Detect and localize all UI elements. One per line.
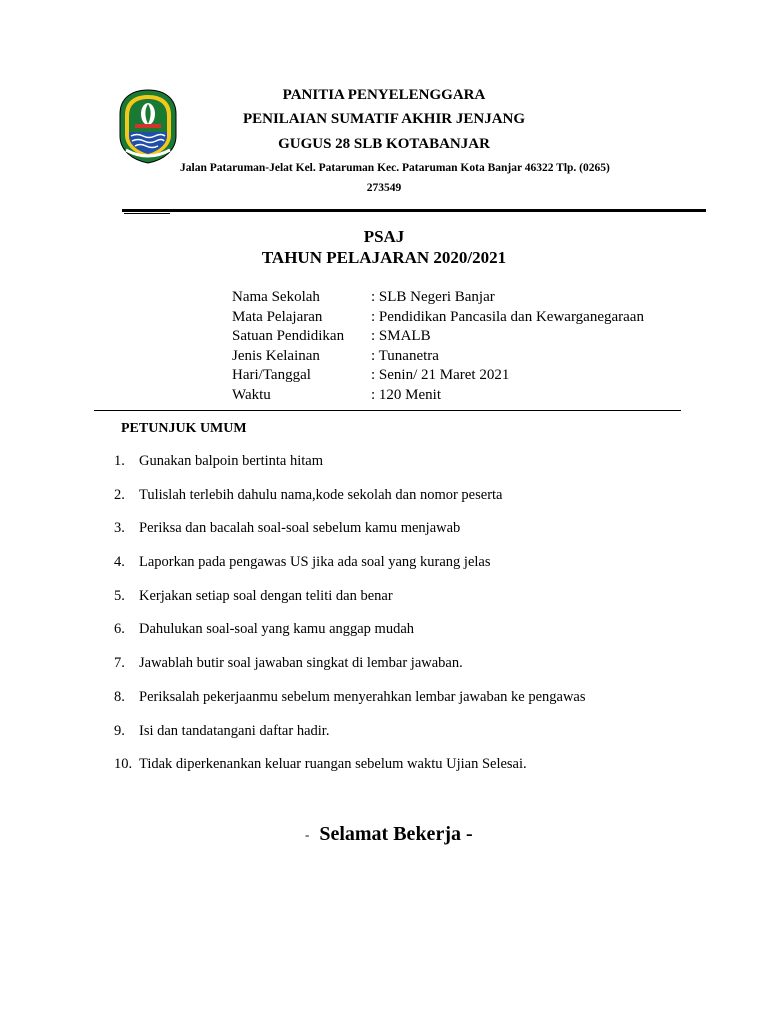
info-value: : SLB Negeri Banjar — [371, 289, 495, 305]
list-item — [114, 487, 586, 521]
list-item — [114, 554, 586, 588]
list-item — [114, 655, 586, 689]
list-item — [114, 756, 586, 790]
info-label: Mata Pelajaran — [232, 308, 323, 325]
list-item-number: 8. — [114, 688, 125, 705]
info-value: : Senin/ 21 Maret 2021 — [371, 367, 510, 383]
info-row — [232, 347, 644, 367]
info-label: Waktu — [232, 386, 271, 403]
header-divider-accent — [124, 213, 170, 214]
instructions-list — [114, 453, 586, 790]
info-label: Jenis Kelainan — [232, 347, 320, 364]
list-item-number: 1. — [114, 453, 125, 469]
list-item-number: 6. — [114, 621, 125, 638]
organizer-heading: PANITIA PENYELENGGARA — [282, 87, 486, 103]
list-item-text: Periksa dan bacalah soal-soal sebelum kamu menjawab — [139, 520, 461, 537]
exam-info-table — [232, 288, 644, 405]
list-item-text: Jawablah butir soal jawaban singkat di lembar jawaban. — [139, 655, 463, 672]
list-item-text: Laporkan pada pengawas US jika ada soal yang kurang jelas — [139, 554, 491, 571]
general-instructions-heading: PETUNJUK UMUM — [121, 421, 247, 436]
list-item-text: Tulislah terlebih dahulu nama,kode sekolah dan nomor peserta — [139, 486, 503, 503]
list-item-text: Tidak diperkenankan keluar ruangan sebelum waktu Ujian Selesai. — [139, 756, 527, 773]
info-value: : Tunanetra — [371, 347, 439, 364]
list-item-text: Dahulukan soal-soal yang kamu anggap mudah — [139, 621, 415, 638]
info-value: : 120 Menit — [371, 386, 441, 403]
info-label: Satuan Pendidikan — [232, 328, 345, 344]
info-row — [232, 327, 644, 347]
cluster-heading: GUGUS 28 SLB KOTABANJAR — [278, 136, 490, 152]
list-item — [114, 588, 586, 622]
info-divider — [94, 410, 681, 411]
list-item-text: Isi dan tandatangani daftar hadir. — [139, 722, 330, 739]
info-label: Hari/Tanggal — [232, 367, 311, 383]
header-divider — [122, 209, 706, 212]
list-item-number: 3. — [114, 520, 125, 537]
list-item-number: 5. — [114, 587, 125, 604]
assessment-heading: PENILAIAN SUMATIF AKHIR JENJANG — [242, 111, 526, 127]
address-line: Jalan Pataruman-Jelat Kel. Pataruman Kec. Pataruman Kota Banjar 46322 Tlp. (0265) — [180, 162, 610, 174]
academic-year-title: TAHUN PELAJARAN 2020/2021 — [261, 248, 507, 267]
list-item — [114, 689, 586, 723]
info-row — [232, 366, 644, 386]
list-item-number: 9. — [114, 722, 125, 739]
list-item — [114, 453, 586, 487]
list-item-number: 7. — [114, 655, 125, 672]
list-item-text: Kerjakan setiap soal dengan teliti dan benar — [139, 587, 393, 604]
phone-line: 273549 — [366, 182, 402, 194]
list-item-text: Periksalah pekerjaanmu sebelum menyerahkan lembar jawaban ke pengawas — [139, 688, 586, 705]
list-item-number: 10. — [114, 756, 133, 773]
closing-greeting — [305, 823, 473, 846]
info-value: : Pendidikan Pancasila dan Kewarganegaraan — [371, 308, 644, 325]
info-label: Nama Sekolah — [232, 289, 320, 305]
list-item — [114, 520, 586, 554]
info-row — [232, 386, 644, 406]
document-title: PSAJ — [363, 227, 405, 246]
list-item — [114, 723, 586, 757]
closing-dash: - — [305, 827, 310, 843]
info-value: : SMALB — [371, 328, 431, 344]
list-item-text: Gunakan balpoin bertinta hitam — [139, 453, 324, 469]
closing-text: Selamat Bekerja - — [319, 823, 473, 845]
list-item-number: 2. — [114, 486, 125, 503]
list-item-number: 4. — [114, 554, 125, 571]
info-row — [232, 288, 644, 308]
list-item — [114, 621, 586, 655]
info-row — [232, 308, 644, 328]
